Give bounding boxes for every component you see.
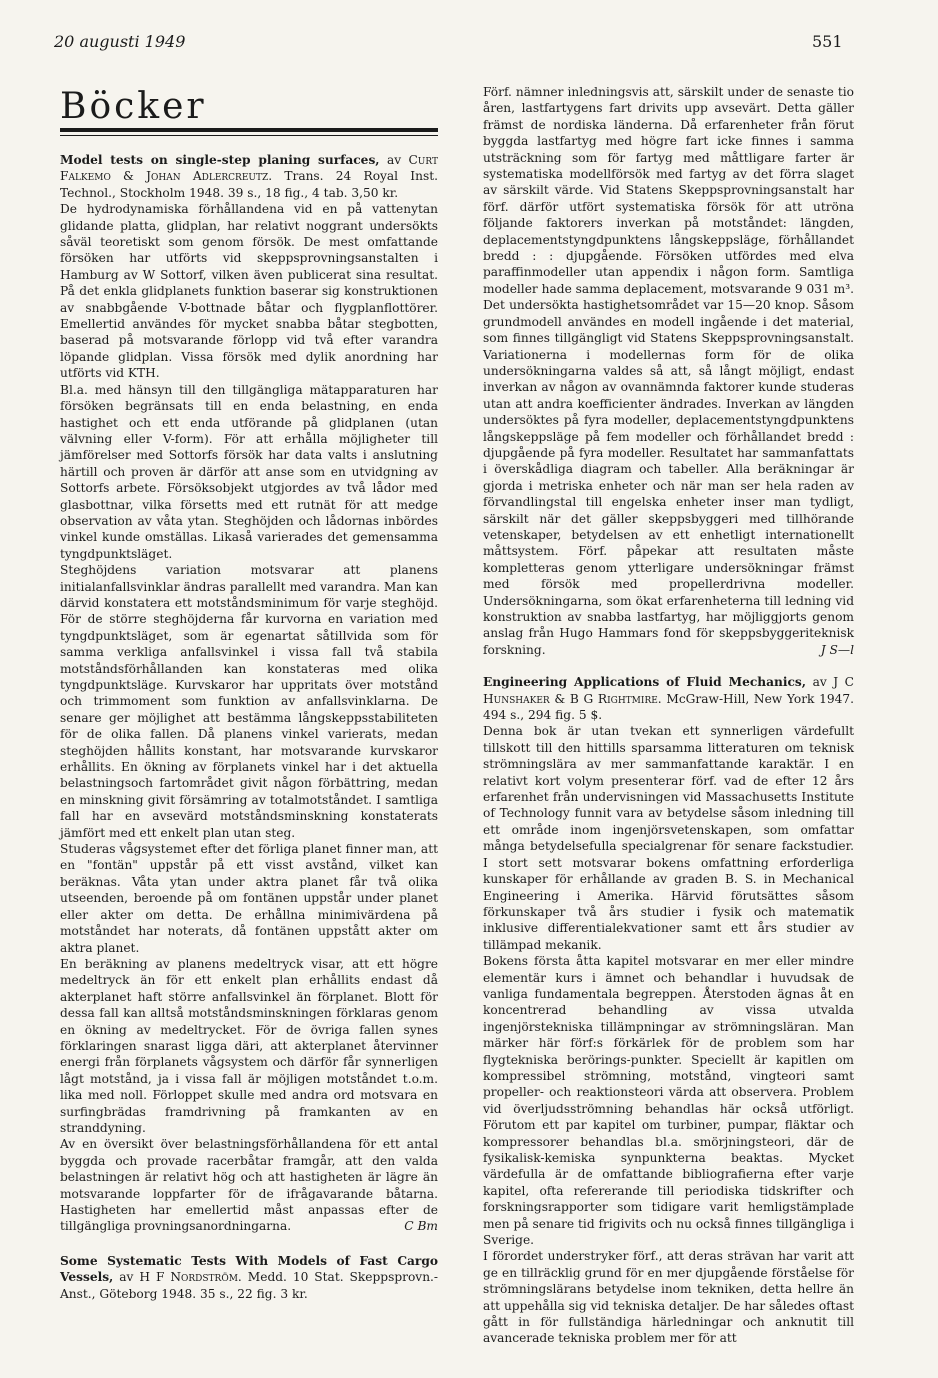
reviewer-signature: C Bm [404, 1219, 438, 1234]
review-authors: Curt Falkemo & Johan Adlercreutz. [60, 153, 439, 184]
review-heading [60, 1253, 438, 1302]
review-paragraph [60, 1136, 438, 1234]
review-title: Model tests on single-step planing surfaces, [60, 153, 380, 167]
review-paragraph: De hydrodynamiska förhållandena vid en på vattenytan glidande platta, glidplan, har relativt noggrant undersökts såväl teoretiskt som genom försök. De mest omfattande försöken har utförts vid skeppsprovningsanstalten i Hamburg av W Sottorf, vilken även publicerat sina resultat. På det enkla glidplanets funktion baserar sig konstruktionen av snabbgående V-bottnade båtar och flygplanflottörer. Emellertid användes för mycket snabba båtar stegbotten, baserad på motsvarande förlopp vid två efter varandra löpande glidplan. Vissa försök med dylik anordning har utförts vid KTH. [60, 202, 438, 381]
review-authors: J C Hunshaker & B G Rightmire. [483, 675, 855, 706]
review-by: av [119, 1270, 134, 1285]
review-heading [60, 152, 438, 201]
review-paragraph: I förordet understryker förf., att deras strävan har varit att ge en tillräcklig grund för en mer djupgående förståelse för strömningslärans betydelse inom tekniken, detta hellre än att uppehålla sig vid tekniska detaljer. De har således oftast gått in för fullständiga härledningar och anknutit till avancerade tekniska problem mer för att [483, 1249, 854, 1346]
review-heading [483, 674, 854, 723]
review-paragraph: Studeras vågsystemet efter det förliga planet finner man, att en "fontän" uppstår på ett visst avstånd, vilket kan beräknas. Våta ytan under aktra planet får två olika utseenden, beroende på om fontänen uppstår under planet eller akter om detta. De erhållna minimivärdena på motståndet har noterats, då fontänen uppstått akter om aktra planet. [60, 842, 438, 955]
review-by: av [386, 153, 402, 167]
review-paragraph-text: Av en översikt över belastningsförhållandena för ett antal byggda och provade racerbåtar framgår, att den valda belastningen är relativt hög och att hastigheten är lägre än motsvarande loppfarter för de ifrågavarande båtarna. Hastigheten har emellertid måst anpassas efter de tillgängliga provningsanordningarna. [60, 1137, 438, 1234]
review-paragraph-text: Förf. nämner inledningsvis att, särskilt under de senaste tio åren, lastfartygens fart drivits upp avsevärt. Detta gäller främst de nordiska länderna. Då erfarenheter från förut byggda lastfartyg med högre fart icke finnes i samma utsträckning som för fartyg med måttligare farter är systematiska modellförsök med fartyg av det förra slaget av särskilt värde. Vid Statens Skeppsprovningsanstalt har förf. därför utfört systematiska försök för att utröna följande faktorers inverkan på motståndet: längden, deplacementstyngdpunktens långskeppsläge, förhållandet bredd : : djupgående. Försöken utfördes med elva paraffinmodeller utan appendix i någon form. Samtliga modeller hade samma deplacement, motsvarande 9 031 m³. Det undersökta hastighetsområdet var 15—20 knop. Såsom grundmodell användes en modell ingående i det material, som finnes tillgängligt vid Statens Skeppsprovningsanstalt. Variationerna i modellernas form för de olika undersökningarna valdes så att, så långt möjligt, endast inverkan av någon av ovannämnda faktorer kunde studeras utan att andra koefficienter ändrades. Inverkan av längden undersöktes på fyra modeller, deplacementstyngdpunktens långskeppsläge på fem modeller och förhållandet bredd : djupgående på fyra modeller. Resultatet har sammanfattats i överskådliga diagram och tabeller. Alla beräkningar är gjorda i metriska enheter och när man ser hela raden av förvandlingstal till engelska enheter inser man tydligt, särskilt när det gäller skeppsbyggeri med tillhörande vetenskaper, betydelsen av ett enhetligt internationellt måttsystem. Förf. påpekar att resultaten måste kompletteras genom ytterligare undersökningar främst med försök med propellerdrivna modeller. Undersökningarna, som ökat erfarenheterna till ledning vid konstruktion av snabba lastfartyg, har möjliggjorts genom anslag från Hugo Hammars fond för skeppsbyggeriteknisk forskning. [483, 85, 854, 657]
review-authors: H F Nordström. [139, 1270, 242, 1285]
section-title: Böcker [60, 86, 207, 127]
title-rule-thick [60, 128, 438, 132]
right-column [483, 84, 854, 1347]
page-number: 551 [812, 32, 843, 51]
left-column [60, 152, 438, 1302]
review-source: Trans. 24 Royal Inst. Technol., Stockholm 1948. 39 s., 18 fig., 4 tab. 3,50 kr. [60, 169, 438, 200]
review-paragraph [483, 84, 854, 658]
review-paragraph: Denna bok är utan tvekan ett synnerligen värdefullt tillskott till den hittills sparsamma litteraturen om teknisk strömningslära av mer sammanfattande karaktär. I en relativt kort volym presenterar förf. vad de efter 12 års erfarenhet från undervisningen vid Massachusetts Institute of Technology funnit vara av betydelse såsom inledning till ett område inom ingenjörsvetenskapen, som omfattar många betydelsefulla specialgrenar för senare fackstudier. I stort sett motsvarar bokens omfattning erforderliga kunskaper för erhållande av graden B. S. in Mechanical Engineering i Amerika. Härvid förutsättes såsom förkunskaper två års studier i fysik och matematik inklusive differentialekvationer samt ett års studier av tillämpad mekanik. [483, 724, 854, 952]
review-source: McGraw-Hill, New York 1947. 494 s., 294 fig. 5 $. [483, 691, 855, 723]
title-rule-thin [60, 135, 438, 136]
review-title: Some Systematic Tests With Models of Fast Cargo Vessels, [60, 1253, 438, 1285]
review-paragraph: Bokens första åtta kapitel motsvarar en mer eller mindre elementär kurs i ämnet och behandlar i huvudsak de vanliga fundamentala begreppen. Återstoden ägnas åt en koncentrerad behandling av vissa utvalda ingenjörstekniska tillämpningar av strömningsläran. Man märker här förf:s förkärlek för de problem som har flygtekniska berörings-punkter. Speciellt är kapitlen om kompressibel strömning, motstånd, vingteori samt propeller- och reaktionsteori värda att observera. Problem vid överljudsströmning behandlas här också utförligt. Förutom ett par kapitel om turbiner, pumpar, fläktar och kompressorer behandlas bl.a. smörjningsteori, där de fysikalisk-kemiska synpunkterna beaktas. Mycket värdefulla är de omfattande bibliografierna efter varje kapitel, ofta refererande till periodiska tidskrifter och forskningsrapporter som tidigare varit hemligstämplade men på senare tid frigivits och nu också finnes tillgängliga i Sverige. [483, 954, 854, 1248]
review-source: Medd. 10 Stat. Skeppsprovn.-Anst., Göteborg 1948. 35 s., 22 fig. 3 kr. [60, 1270, 439, 1301]
review-paragraph: En beräkning av planens medeltryck visar, att ett högre medeltryck än för ett enkelt plan erhållits endast då akterplanet haft större anfallsvinkel än förplanet. Blott för dessa fall kan alltså motståndsminskningen förklaras genom en ökning av medeltrycket. För de övriga fallen synes förklaringen snarast ligga däri, att akterplanet återvinner energi från förplanets vågsystem och därför får synnerligen lågt motstånd, ja i vissa fall är möjligen motståndet t.o.m. lika med noll. Förloppet skulle med andra ord motsvara en surfingbrädas framdrivning på framkanten av en stranddyning. [60, 956, 438, 1135]
review-paragraph: Bl.a. med hänsyn till den tillgängliga mätapparaturen har försöken begränsats till en enda belastning, en enda hastighet och ett enda utförande på glidplanen (utan välvning eller V-form). För att erhålla möjligheter till jämförelser med Sottorfs försök har data valts i anslutning härtill och proven är därför att anse som en utvidgning av Sottorfs arbete. Försöksobjekt utgjordes av två lådor med glasbottnar, vilka försetts med ett rutnät för att medge observation av våta ytan. Steghöjden och lådornas inbördes vinkel kunde omställas. Likaså varierades det gemensamma tyngdpunktsläget. [60, 382, 438, 561]
review-title: Engineering Applications of Fluid Mechanics, [483, 675, 807, 690]
issue-date: 20 augusti 1949 [54, 32, 186, 51]
reviewer-signature: J S—l [820, 642, 854, 657]
review-paragraph: Steghöjdens variation motsvarar att planens initialanfallsvinklar ändras parallellt med varandra. Man kan därvid konstatera ett motståndsminimum för varje steghöjd. För de större steghöjderna får kurvorna en variation med tyngdpunktsläget, som är egenartat såtillvida som för samma verkliga anfallsvinkel i vissa fall två stabila motståndsförhållanden kan konstateras med olika tyngdpunktsläge. Kurvskaror har uppritats över motstånd och trimmoment som funktion av anfallsvinklarna. De senare ger möjlighet att bestämma långskeppsstabiliteten för de olika fallen. Då planens vinkel varierats, medan steghöjden hållits konstant, har motsvarande kurvskaror erhållits. En ökning av förplanets vinkel har i det aktuella belastningsoch fartområdet givit någon förbättring, medan en minskning givit försämring av totalmotståndet. I samtliga fall har en avsevärd motståndsminskning konstaterats jämfört med ett enkelt plan utan steg. [60, 563, 438, 840]
review-by: av [812, 675, 827, 690]
